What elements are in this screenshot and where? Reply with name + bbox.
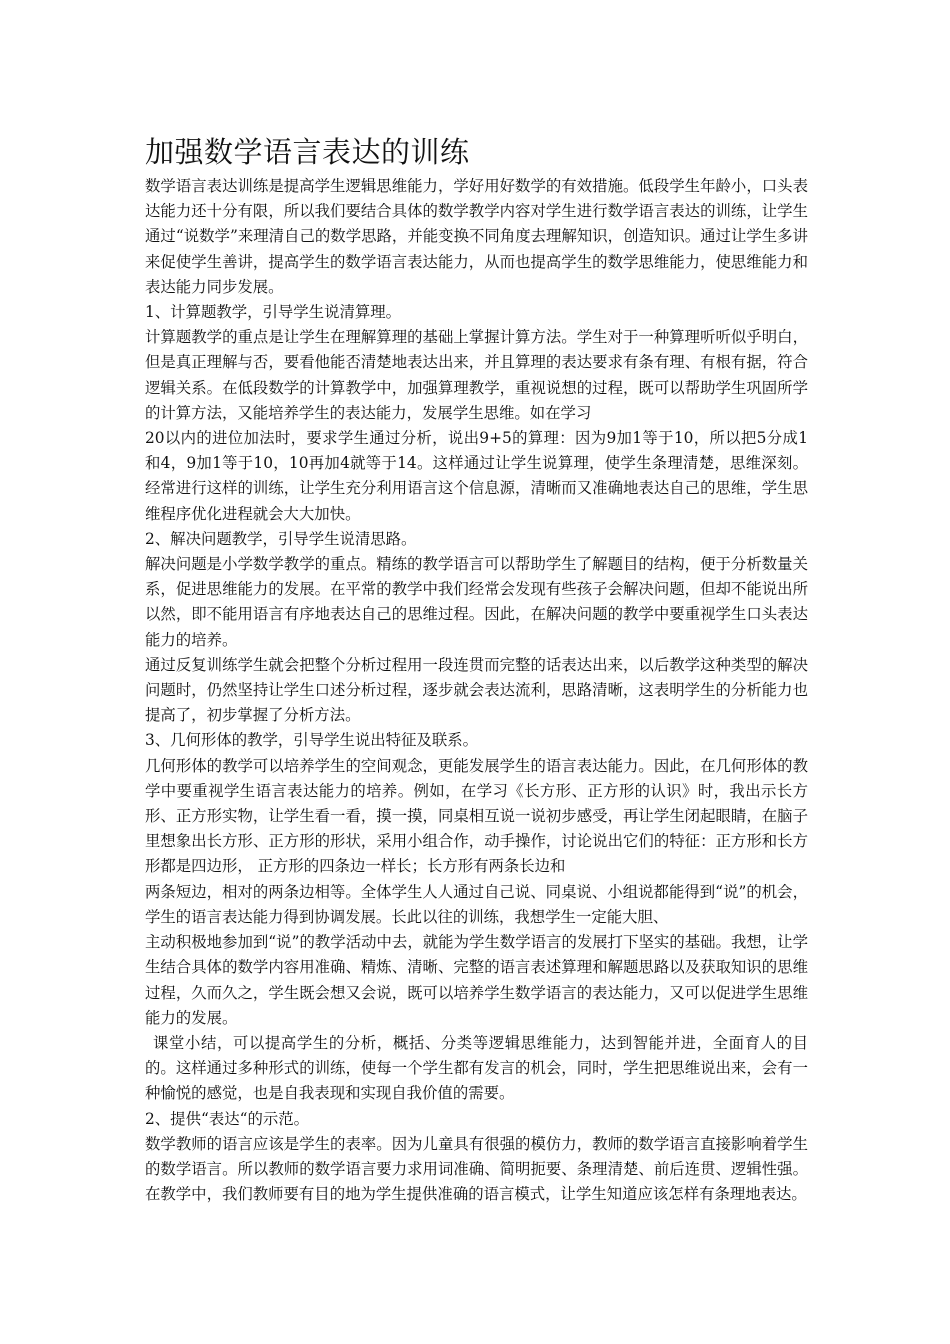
heading-calculation: 1、计算题教学，引导学生说清算理。 xyxy=(145,303,402,322)
paragraph-problem-solving-training: 通过反复训练学生就会把整个分析过程用一段连贯而完整的话表达出来，以后教学这种类型的解决问题时，仍然坚持让学生口述分析过程，逐步就会表达流利，思路清晰，这表明学生的分析能力也提高了，初步掌握了分析方法。 xyxy=(145,655,808,725)
heading-problem-solving: 2、解决问题教学，引导学生说清思路。 xyxy=(145,529,417,548)
paragraph-calculation-example: 20以内的进位加法时，要求学生通过分析，说出9+5的算理：因为9加1等于10，所以把5分成1和4，9加1等于10，10再加4就等于14。这样通过让学生说算理，使学生条理清楚，思维深刻。经常进行这样的训练，让学生充分利用语言这个信息源，清晰而又准确地表达自己的思维，学生思维程序优化进程就会大大加快。 xyxy=(145,429,808,523)
paragraph-intro: 数学语言表达训练是提高学生逻辑思维能力，学好用好数学的有效措施。低段学生年龄小，口头表达能力还十分有限，所以我们要结合具体的数学教学内容对学生进行数学语言表达的训练，让学生通过“说数学”来理清自己的数学思路，并能变换不同角度去理解知识，创造知识。通过让学生多讲来促使学生善讲，提高学生的数学语言表达能力，从而也提高学生的数学思维能力，使思维能力和表达能力同步发展。 xyxy=(145,177,808,296)
paragraph-class-summary: 课堂小结，可以提高学生的分析，概括、分类等逻辑思维能力，达到智能并进，全面育人的目的。这样通过多种形式的训练，使每一个学生都有发言的机会，同时，学生把思维说出来，会有一种愉悦的感觉，也是自我表现和实现自我价值的需要。 xyxy=(145,1033,808,1103)
document-page xyxy=(145,132,808,1207)
paragraph-problem-solving: 解决问题是小学数学教学的重点。精练的教学语言可以帮助学生了解题目的结构，便于分析数量关系，促进思维能力的发展。在平常的教学中我们经常会发现有些孩子会解决问题，但却不能说出所以然，即不能用语言有序地表达自己的思维过程。因此，在解决问题的教学中要重视学生口头表达能力的培养。 xyxy=(145,555,808,649)
heading-geometry: 3、几何形体的教学，引导学生说出特征及联系。 xyxy=(145,731,478,750)
paragraph-demonstration: 数学教师的语言应该是学生的表率。因为儿童具有很强的模仿力，教师的数学语言直接影响着学生的数学语言。所以教师的数学语言要力求用词准确、简明扼要、条理清楚、前后连贯、逻辑性强。在教学中，我们教师要有目的地为学生提供准确的语言模式，让学生知道应该怎样有条理地表达。 xyxy=(145,1134,808,1204)
paragraph-geometry: 几何形体的教学可以培养学生的空间观念，更能发展学生的语言表达能力。因此，在几何形体的教学中要重视学生语言表达能力的培养。例如，在学习《长方形、正方形的认识》时，我出示长方形、正方形实物，让学生看一看，摸一摸，同桌相互说一说初步感受，再让学生闭起眼睛，在脑子里想象出长方形、正方形的形状，采用小组合作，动手操作，讨论说出它们的特征：正方形和长方形都是四边形， 正方形的四条边一样长；长方形有两条长边和 xyxy=(145,756,808,876)
paragraph-calculation: 计算题教学的重点是让学生在理解算理的基础上掌握计算方法。学生对于一种算理听听似乎明白，但是真正理解与否，要看他能否清楚地表达出来，并且算理的表达要求有条有理、有根有据，符合逻辑关系。在低段数学的计算教学中，加强算理教学，重视说想的过程，既可以帮助学生巩固所学的计算方法，又能培养学生的表达能力，发展学生思维。如在学习 xyxy=(145,328,808,422)
paragraph-geometry-summary: 主动积极地参加到“说”的教学活动中去，就能为学生数学语言的发展打下坚实的基础。我想，让学生结合具体的数学内容用准确、精炼、清晰、完整的语言表述算理和解题思路以及获取知识的思维过程，久而久之，学生既会想又会说，既可以培养学生数学语言的表达能力，又可以促进学生思维能力的发展。 xyxy=(145,933,808,1027)
heading-demonstration: 2、提供“表达“的示范。 xyxy=(145,1109,310,1128)
document-title: 加强数学语言表达的训练 xyxy=(145,135,470,169)
paragraph-geometry-continued: 两条短边，相对的两条边相等。全体学生人人通过自己说、同桌说、小组说都能得到“说”的机会，学生的语言表达能力得到协调发展。长此以往的训练，我想学生一定能大胆、 xyxy=(145,882,808,926)
